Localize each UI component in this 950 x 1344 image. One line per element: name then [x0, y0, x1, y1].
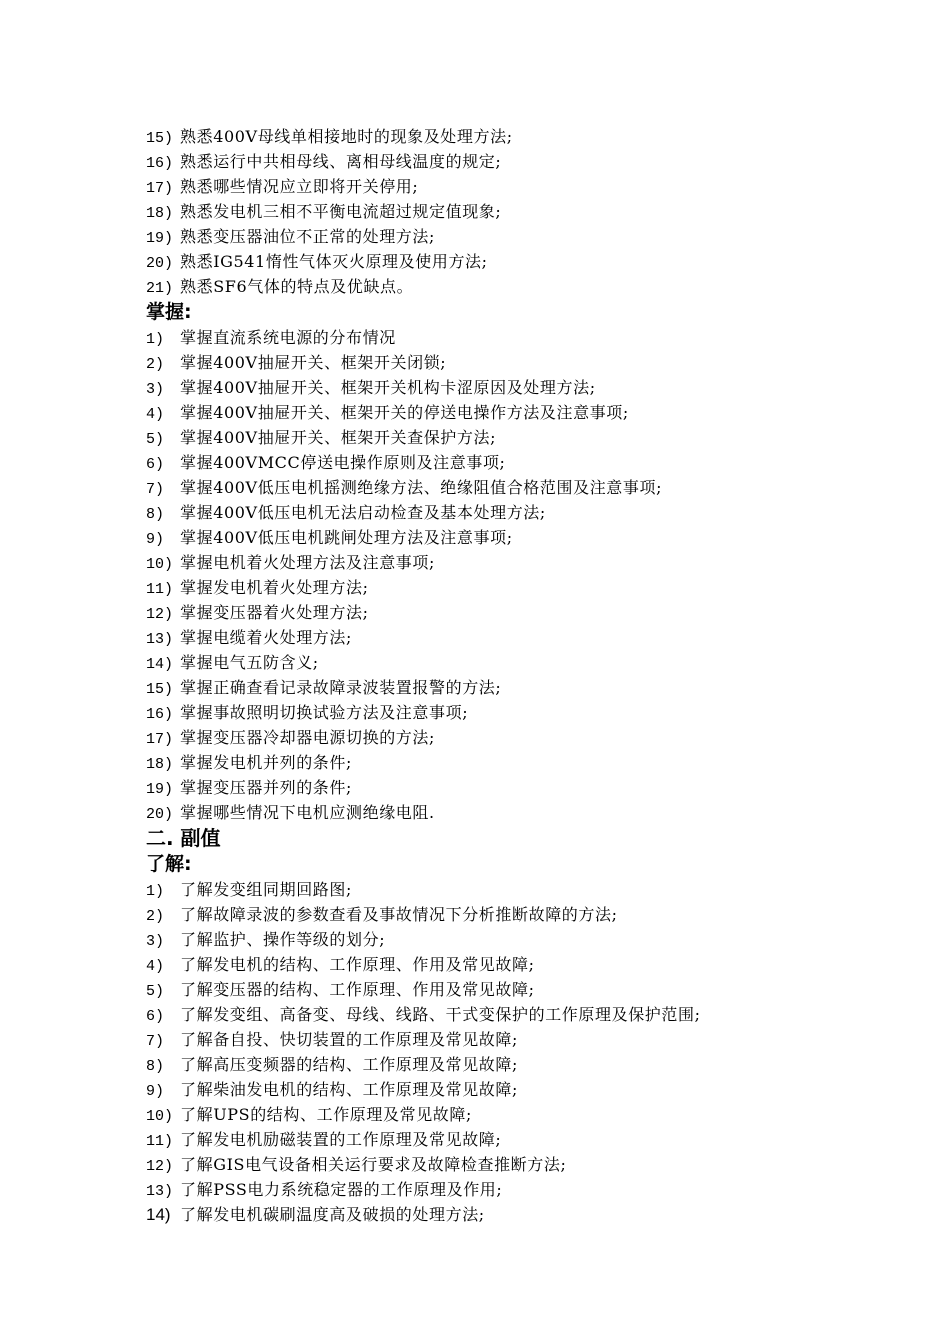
- list-item: [146, 1177, 906, 1202]
- list-item: [146, 149, 906, 174]
- heading-fuzhi: 二. 副值: [146, 826, 221, 850]
- list-item: [146, 249, 906, 274]
- list-item-text: 掌握电气五防含义;: [180, 653, 319, 672]
- list-item-text: 了解变压器的结构、工作原理、作用及常见故障;: [180, 980, 535, 999]
- list-item: [146, 1127, 906, 1152]
- list-item: [146, 952, 906, 977]
- list-item-number: 1): [146, 331, 165, 348]
- list-item-text: 掌握直流系统电源的分布情况: [180, 328, 396, 347]
- list-item: [146, 274, 906, 299]
- list-item-number: 16): [146, 706, 174, 723]
- list-item-number: 5): [146, 431, 165, 448]
- list-item-text: 熟悉哪些情况应立即将开关停用;: [180, 177, 419, 196]
- list-item-text: 熟悉SF6气体的特点及优缺点。: [180, 277, 414, 296]
- list-item: [146, 1202, 906, 1227]
- list-item-number: 3): [146, 381, 165, 398]
- list-item-number: 8): [146, 506, 165, 523]
- list-item-number: 11): [146, 581, 174, 598]
- list-item-text: 了解监护、操作等级的划分;: [180, 930, 386, 949]
- list-item-text: 了解PSS电力系统稳定器的工作原理及作用;: [180, 1180, 503, 1199]
- list-item-number: 18): [146, 205, 174, 222]
- list-item-text: 了解发电机励磁装置的工作原理及常见故障;: [180, 1130, 502, 1149]
- list-item-text: 熟悉变压器油位不正常的处理方法;: [180, 227, 435, 246]
- list-liaojie: [146, 877, 906, 1227]
- list-item-text: 了解发电机的结构、工作原理、作用及常见故障;: [180, 955, 535, 974]
- list-item: [146, 800, 906, 825]
- list-zhangwo: [146, 325, 906, 825]
- list-item: [146, 877, 906, 902]
- list-item-number: 7): [146, 481, 165, 498]
- list-item: [146, 450, 906, 475]
- list-item-text: 了解UPS的结构、工作原理及常见故障;: [180, 1105, 473, 1124]
- list-item-text: 掌握正确查看记录故障录波装置报警的方法;: [180, 678, 502, 697]
- list-item-number: 20): [146, 255, 174, 272]
- list-item: [146, 375, 906, 400]
- heading-zhangwo: 掌握:: [146, 301, 192, 323]
- list-item-text: 掌握变压器并列的条件;: [180, 778, 352, 797]
- list-item-number: 9): [146, 1083, 165, 1100]
- list-item-number: 9): [146, 531, 165, 548]
- list-item-text: 掌握400V抽屉开关、框架开关的停送电操作方法及注意事项;: [180, 403, 629, 422]
- list-item-text: 掌握电机着火处理方法及注意事项;: [180, 553, 435, 572]
- list-item: [146, 675, 906, 700]
- list-item-text: 掌握变压器冷却器电源切换的方法;: [180, 728, 435, 747]
- list-item-text: 掌握400V低压电机跳闸处理方法及注意事项;: [180, 528, 513, 547]
- list-item-text: 掌握400VMCC停送电操作原则及注意事项;: [180, 453, 506, 472]
- list-item: [146, 525, 906, 550]
- list-item: [146, 400, 906, 425]
- list-item-number: 20): [146, 806, 174, 823]
- list-item-text: 熟悉运行中共相母线、离相母线温度的规定;: [180, 152, 502, 171]
- list-item-text: 掌握电缆着火处理方法;: [180, 628, 352, 647]
- list-item: [146, 350, 906, 375]
- list-item-text: 掌握变压器着火处理方法;: [180, 603, 369, 622]
- list-item-number: 3): [146, 933, 165, 950]
- list-item-number: 15): [146, 130, 174, 147]
- list-item-number: 1): [146, 883, 165, 900]
- list-item-text: 了解发电机碳刷温度高及破损的处理方法;: [180, 1205, 485, 1224]
- heading-liaojie: 了解:: [146, 853, 192, 875]
- list-item: [146, 475, 906, 500]
- list-item-number: 2): [146, 356, 165, 373]
- list-item: [146, 575, 906, 600]
- list-item: [146, 625, 906, 650]
- list-item-text: 了解GIS电气设备相关运行要求及故障检查推断方法;: [180, 1155, 567, 1174]
- list-item-text: 掌握400V低压电机无法启动检查及基本处理方法;: [180, 503, 546, 522]
- list-item-number: 15): [146, 681, 174, 698]
- list-item: [146, 425, 906, 450]
- list-item-number: 10): [146, 556, 174, 573]
- list-item-number: 14): [146, 1205, 171, 1224]
- list-item-text: 熟悉IG541惰性气体灭火原理及使用方法;: [180, 252, 488, 271]
- list-item-number: 13): [146, 631, 174, 648]
- list-item-number: 12): [146, 606, 174, 623]
- list-item: [146, 174, 906, 199]
- list-item-number: 11): [146, 1133, 174, 1150]
- list-item-number: 2): [146, 908, 165, 925]
- list-item-number: 12): [146, 1158, 174, 1175]
- list-item-text: 掌握400V抽屉开关、框架开关机构卡涩原因及处理方法;: [180, 378, 596, 397]
- list-item-text: 了解发变组同期回路图;: [180, 880, 352, 899]
- list-item: [146, 1152, 906, 1177]
- list-item: [146, 927, 906, 952]
- list-item: [146, 775, 906, 800]
- list-item-number: 4): [146, 958, 165, 975]
- list-item-number: 19): [146, 781, 174, 798]
- list-item-text: 了解柴油发电机的结构、工作原理及常见故障;: [180, 1080, 518, 1099]
- list-item-number: 18): [146, 756, 174, 773]
- list-item: [146, 224, 906, 249]
- list-item-number: 10): [146, 1108, 174, 1125]
- list-item-text: 掌握哪些情况下电机应测绝缘电阻.: [180, 803, 435, 822]
- list-item-number: 4): [146, 406, 165, 423]
- list-item-text: 了解高压变频器的结构、工作原理及常见故障;: [180, 1055, 518, 1074]
- list-item-text: 掌握400V抽屉开关、框架开关闭锁;: [180, 353, 447, 372]
- list-item-text: 了解发变组、高备变、母线、线路、干式变保护的工作原理及保护范围;: [180, 1005, 701, 1024]
- list-item-text: 了解故障录波的参数查看及事故情况下分析推断故障的方法;: [180, 905, 618, 924]
- list-item: [146, 1102, 906, 1127]
- list-item: [146, 1027, 906, 1052]
- list-item-number: 21): [146, 280, 174, 297]
- list-item-text: 掌握事故照明切换试验方法及注意事项;: [180, 703, 469, 722]
- list-item-number: 8): [146, 1058, 165, 1075]
- list-item-number: 19): [146, 230, 174, 247]
- list-item-number: 6): [146, 1008, 165, 1025]
- list-item: [146, 500, 906, 525]
- list-item-text: 熟悉发电机三相不平衡电流超过规定值现象;: [180, 202, 502, 221]
- document-page: [146, 124, 906, 1227]
- list-item-number: 13): [146, 1183, 174, 1200]
- list-item: [146, 725, 906, 750]
- list-item: [146, 977, 906, 1002]
- list-item-number: 17): [146, 180, 174, 197]
- list-item: [146, 650, 906, 675]
- list-item: [146, 750, 906, 775]
- list-item-number: 5): [146, 983, 165, 1000]
- list-item-number: 7): [146, 1033, 165, 1050]
- list-item: [146, 902, 906, 927]
- list-item: [146, 1077, 906, 1102]
- list-item: [146, 1052, 906, 1077]
- list-item-number: 14): [146, 656, 174, 673]
- list-item-number: 6): [146, 456, 165, 473]
- list-item: [146, 325, 906, 350]
- list-item-text: 掌握发电机并列的条件;: [180, 753, 352, 772]
- list-item-text: 熟悉400V母线单相接地时的现象及处理方法;: [180, 127, 513, 146]
- list-item-text: 掌握发电机着火处理方法;: [180, 578, 369, 597]
- list-item-number: 16): [146, 155, 174, 172]
- list-item-text: 掌握400V抽屉开关、框架开关查保护方法;: [180, 428, 497, 447]
- list-item: [146, 124, 906, 149]
- list-item-text: 了解备自投、快切装置的工作原理及常见故障;: [180, 1030, 518, 1049]
- list-item: [146, 199, 906, 224]
- list-item: [146, 1002, 906, 1027]
- list-shuxi: [146, 124, 906, 299]
- list-item: [146, 600, 906, 625]
- list-item-text: 掌握400V低压电机摇测绝缘方法、绝缘阻值合格范围及注意事项;: [180, 478, 663, 497]
- list-item: [146, 550, 906, 575]
- list-item: [146, 700, 906, 725]
- list-item-number: 17): [146, 731, 174, 748]
